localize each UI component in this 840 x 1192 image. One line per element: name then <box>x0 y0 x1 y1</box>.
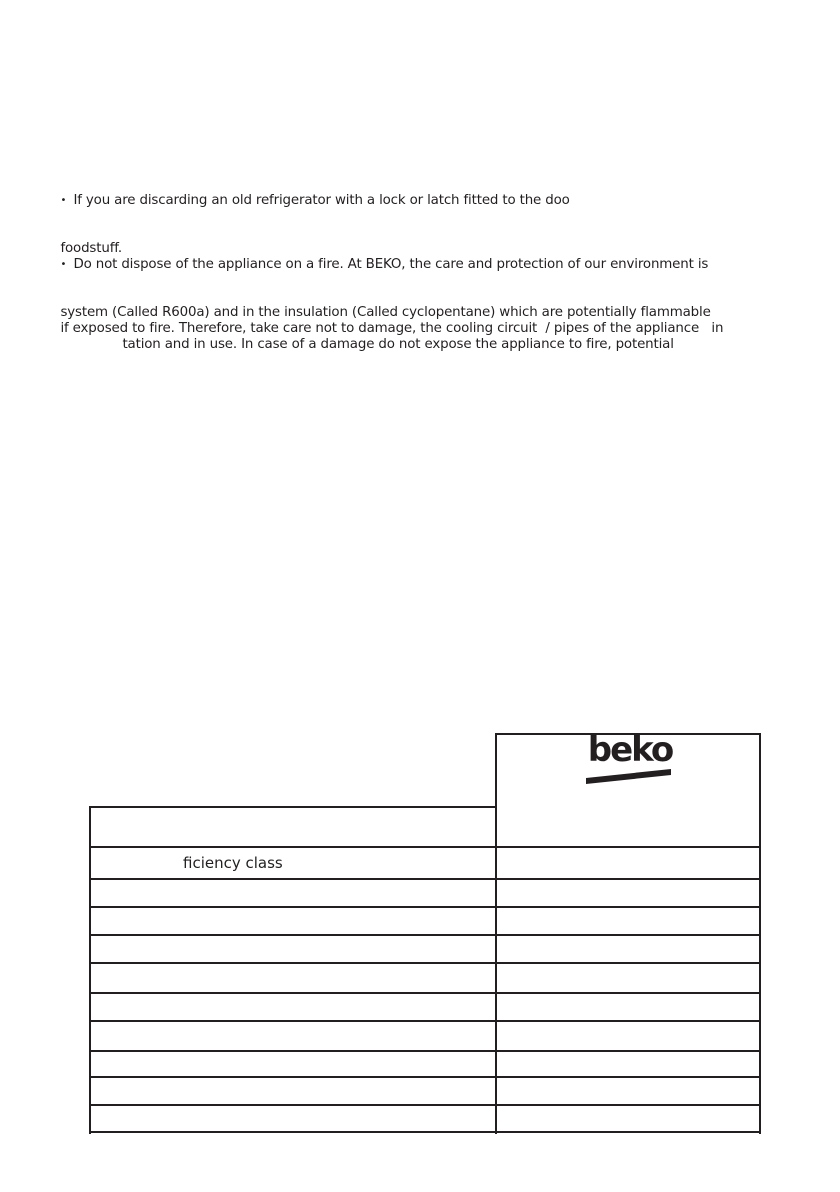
table-row-separator <box>89 1020 761 1022</box>
beko-logo <box>583 730 679 788</box>
table-row-separator <box>89 906 761 908</box>
bullet-icon: • <box>60 195 67 206</box>
table-row-separator <box>89 1104 761 1106</box>
table-row-separator <box>89 934 761 936</box>
table-border-bottom <box>89 1131 761 1133</box>
brand-logo-text: beko <box>587 730 673 770</box>
table-border-left <box>89 806 91 1134</box>
text-line: tation and in use. In case of a damage do not expose the appliance to fire, potential <box>122 337 674 352</box>
table-row-separator <box>89 1076 761 1078</box>
text-line: if exposed to fire. Therefore, take care not to damage, the cooling circuit / pipes of the appliance in <box>60 321 724 336</box>
bullet-icon: • <box>60 259 67 270</box>
text-line: • If you are discarding an old refrigerator with a lock or latch fitted to the doo <box>60 193 570 208</box>
table-border-top-left <box>89 806 497 808</box>
table-row-separator <box>89 878 761 880</box>
table-row-separator <box>89 992 761 994</box>
text-line: • Do not dispose of the appliance on a fire. At BEKO, the care and protection of our environment is <box>60 257 709 272</box>
table-row-separator <box>89 1050 761 1052</box>
text-line: system (Called R600a) and in the insulation (Called cyclopentane) which are potentially flammable <box>60 305 711 320</box>
text-line: foodstuff. <box>60 241 122 256</box>
table-row-separator <box>89 962 761 964</box>
table-row-separator <box>89 846 761 848</box>
beko-logo-swoosh-icon <box>583 734 679 788</box>
table-row-label: ficiency class <box>183 854 283 872</box>
